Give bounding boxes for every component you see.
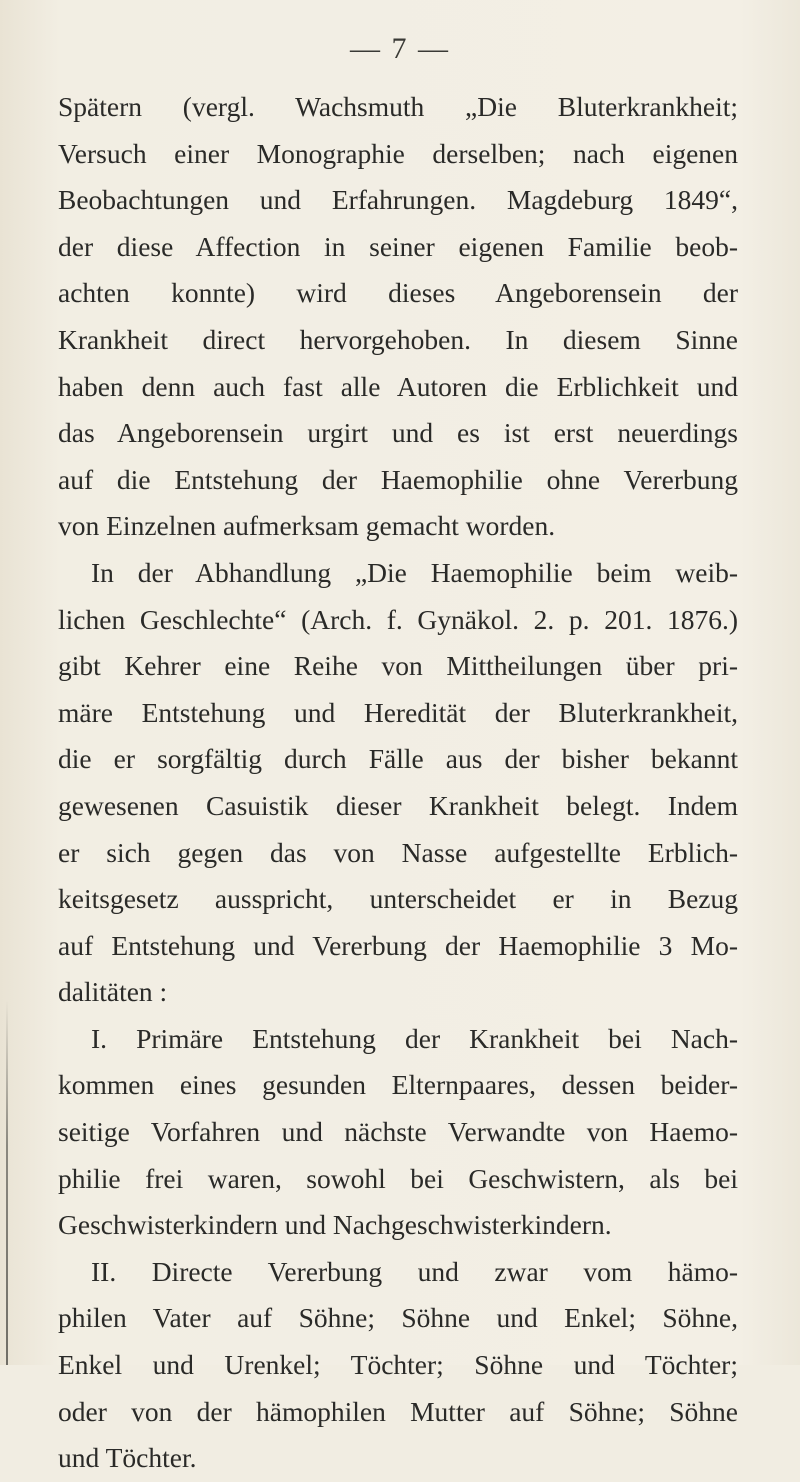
text-line: kommen eines gesunden Elternpaares, dessen beider-: [58, 1069, 738, 1101]
text-line: auf Entstehung und Vererbung der Haemophilie 3 Mo-: [58, 929, 738, 961]
text-line: und Töchter.: [58, 1442, 197, 1474]
text-line: dalitäten :: [58, 976, 168, 1008]
text-line: Spätern (vergl. Wachsmuth „Die Bluterkrankheit;: [58, 91, 738, 122]
text-line: seitige Vorfahren und nächste Verwandte von Haemo-: [58, 1116, 738, 1148]
body-text: [58, 84, 738, 1482]
text-line: auf die Entstehung der Haemophilie ohne Vererbung: [58, 463, 738, 495]
text-line: Krankheit direct hervorgehoben. In diesem Sinne: [58, 323, 738, 355]
text-line: der diese Affection in seiner eigenen Familie beob-: [58, 230, 738, 262]
text-line: keitsgesetz ausspricht, unterscheidet er in Bezug: [58, 883, 738, 915]
text-line: er sich gegen das von Nasse aufgestellte Erblich-: [58, 836, 738, 868]
text-line: die er sorgfältig durch Fälle aus der bisher bekannt: [58, 743, 738, 775]
text-line: Beobachtungen und Erfahrungen. Magdeburg 1849“,: [58, 184, 738, 216]
page-number: — 7 —: [350, 32, 450, 65]
text-line: haben denn auch fast alle Autoren die Erblichkeit und: [58, 370, 738, 402]
text-line: philen Vater auf Söhne; Söhne und Enkel; Söhne,: [58, 1302, 738, 1334]
text-line: das Angeborensein urgirt und es ist erst neuerdings: [58, 417, 738, 449]
text-line: oder von der hämophilen Mutter auf Söhne; Söhne: [58, 1395, 738, 1427]
text-line: I. Primäre Entstehung der Krankheit bei Nach-: [91, 1022, 738, 1054]
page-edge-shadow: [6, 1000, 8, 1365]
text-line: von Einzelnen aufmerksam gemacht worden.: [58, 510, 556, 542]
text-line: Versuch einer Monographie derselben; nach eigenen: [58, 137, 738, 169]
text-line: lichen Geschlechte“ (Arch. f. Gynäkol. 2. p. 201. 1876.): [58, 603, 738, 635]
text-line: Geschwisterkindern und Nachgeschwisterkindern.: [58, 1209, 612, 1241]
text-line: märe Entstehung und Heredität der Bluterkrankheit,: [58, 696, 738, 728]
text-line: gewesenen Casuistik dieser Krankheit belegt. Indem: [58, 789, 738, 821]
text-line: philie frei waren, sowohl bei Geschwistern, als bei: [58, 1162, 738, 1194]
text-line: gibt Kehrer eine Reihe von Mittheilungen über pri-: [58, 650, 738, 682]
text-line: achten konnte) wird dieses Angeborensein der: [58, 277, 738, 309]
text-line: II. Directe Vererbung und zwar vom hämo-: [91, 1255, 738, 1287]
text-line: In der Abhandlung „Die Haemophilie beim weib-: [91, 556, 738, 588]
text-line: Enkel und Urenkel; Töchter; Söhne und Töchter;: [58, 1349, 738, 1381]
